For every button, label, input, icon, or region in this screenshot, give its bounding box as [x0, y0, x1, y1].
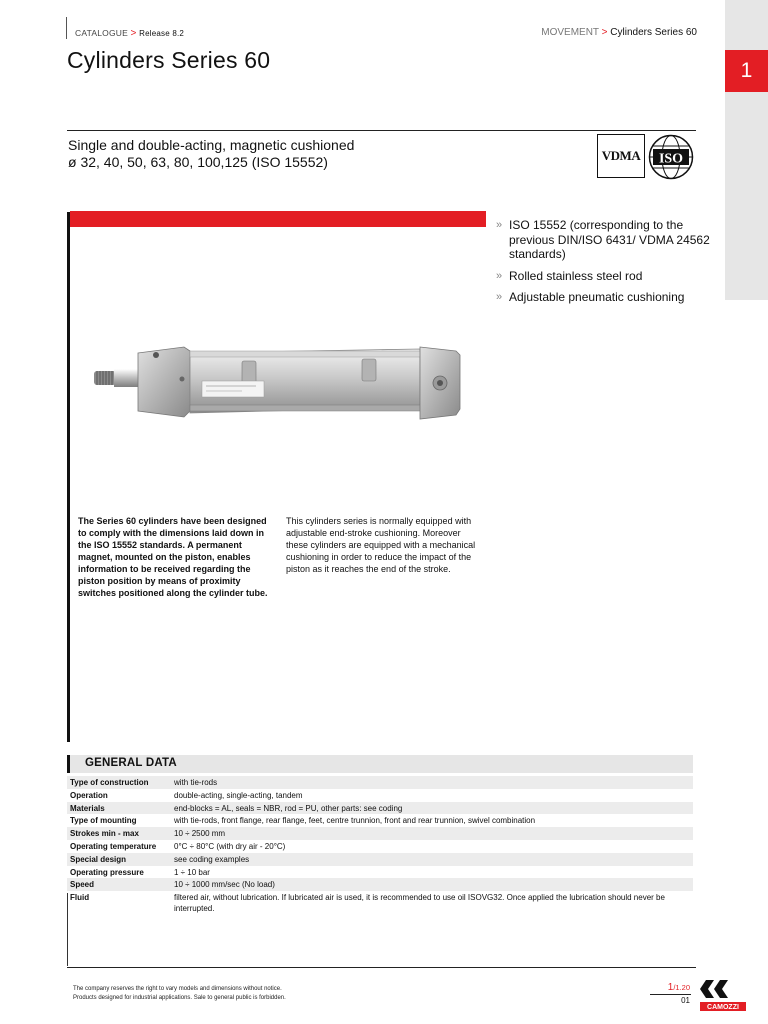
- release-text: Release 8.2: [139, 29, 185, 38]
- page-title: Cylinders Series 60: [67, 47, 271, 73]
- subtitle: [68, 137, 354, 171]
- footer-note: [73, 985, 286, 1003]
- row-value: 10 ÷ 2500 mm: [174, 829, 226, 839]
- table-row: [67, 789, 693, 802]
- product-frame-line: [67, 212, 70, 742]
- table-row: [67, 840, 693, 853]
- row-value: see coding examples: [174, 854, 250, 864]
- subtitle-rule: [67, 130, 696, 131]
- catalogue-text: CATALOGUE: [75, 28, 128, 38]
- header-divider: [66, 17, 67, 39]
- feature-item: [496, 269, 716, 284]
- cylinder-photo: [92, 335, 462, 425]
- feature-text: Adjustable pneumatic cushioning: [509, 290, 685, 304]
- page-number: [640, 982, 690, 993]
- table-frame-line: [67, 893, 68, 966]
- separator: >: [130, 28, 137, 39]
- chapter-tab[interactable]: 1: [725, 50, 768, 92]
- row-value: 10 ÷ 1000 mm/sec (No load): [174, 880, 275, 890]
- row-label: Special design: [70, 854, 127, 864]
- feature-text: ISO 15552 (corresponding to the previous DIN/ISO 6431/ VDMA 24562 standards): [509, 218, 710, 261]
- row-value: with tie-rods: [174, 778, 218, 787]
- general-data-table: [67, 776, 693, 914]
- table-row: [67, 814, 693, 827]
- vdma-logo-text: VDMA: [601, 148, 641, 163]
- table-row: [67, 776, 693, 789]
- general-data-marker: [67, 755, 70, 773]
- row-value: filtered air, without lubrication. If lubricated air is used, it is recommended to use oil ISOVG32. Once applied the lubrication should never be interrupted.: [174, 893, 665, 914]
- page-sub-number: 01: [681, 996, 690, 1005]
- bullet-icon: »: [496, 291, 503, 303]
- feature-text: Rolled stainless steel rod: [509, 268, 643, 283]
- iso-logo: [648, 134, 694, 180]
- row-value: 1 ÷ 10 bar: [174, 867, 210, 877]
- subtitle-line-2: ø 32, 40, 50, 63, 80, 100,125 (ISO 15552): [68, 154, 328, 170]
- row-label: Operating pressure: [70, 867, 144, 877]
- row-label: Type of mounting: [70, 816, 137, 826]
- row-label: Fluid: [70, 893, 90, 903]
- row-value: 0°C ÷ 80°C (with dry air - 20°C): [174, 841, 286, 851]
- table-row: [67, 891, 693, 914]
- side-strip: [725, 0, 768, 300]
- row-label: Materials: [70, 803, 105, 813]
- catalogue-label: [75, 28, 184, 39]
- row-label: Type of construction: [70, 778, 149, 787]
- table-row: [67, 866, 693, 879]
- row-label: Strokes min - max: [70, 829, 139, 839]
- page-number-suffix: /1.20: [673, 983, 690, 992]
- breadcrumb: [541, 27, 697, 38]
- subtitle-line-1: Single and double-acting, magnetic cushioned: [68, 137, 355, 153]
- description-left: The Series 60 cylinders have been designed to comply with the dimensions laid down in the ISO 15552 standards. A permanent magnet, mounted on the piston, enables information to be received regarding the piston position by means of proximity switches positioned along the cylinder tube.: [78, 516, 268, 598]
- page-number-main: 1: [667, 982, 674, 993]
- page-number-rule: [650, 994, 691, 995]
- breadcrumb-section[interactable]: MOVEMENT: [541, 27, 599, 38]
- table-row: [67, 802, 693, 815]
- row-value: end-blocks = AL, seals = NBR, rod = PU, other parts: see coding: [174, 803, 403, 813]
- vdma-logo: [597, 134, 645, 178]
- footer-line-2: Products designed for industrial applications. Sale to general public is forbidden.: [73, 995, 286, 1001]
- footer-rule: [67, 967, 696, 968]
- bullet-icon: »: [496, 269, 503, 282]
- row-label: Speed: [70, 880, 95, 890]
- row-label: Operating temperature: [70, 841, 157, 851]
- iso-logo-text: ISO: [658, 151, 684, 167]
- footer-line-1: The company reserves the right to vary models and dimensions without notice.: [73, 986, 282, 992]
- row-value: with tie-rods, front flange, rear flange, feet, centre trunnion, front and rear trunnion, swivel combination: [174, 816, 536, 826]
- camozzi-logo-text: CAMOZZI: [707, 1004, 739, 1011]
- table-row: [67, 853, 693, 866]
- general-data-title: GENERAL DATA: [85, 757, 177, 769]
- camozzi-logo: [700, 976, 746, 1012]
- feature-item: [496, 290, 716, 305]
- table-row: [67, 878, 693, 891]
- table-row: [67, 827, 693, 840]
- breadcrumb-page: Cylinders Series 60: [610, 27, 697, 38]
- description-right: This cylinders series is normally equipped with adjustable end-stroke cushioning. Moreover these cylinders are equipped with a mechanical cushioning in order to reduce the impact of the piston as it reaches the end of the stroke.: [286, 516, 476, 574]
- row-label: Operation: [70, 790, 108, 800]
- row-value: double-acting, single-acting, tandem: [174, 790, 303, 800]
- feature-list: [496, 218, 716, 312]
- product-red-bar: [70, 211, 486, 227]
- feature-item: [496, 218, 716, 262]
- breadcrumb-separator: >: [601, 27, 608, 38]
- bullet-icon: »: [496, 219, 503, 231]
